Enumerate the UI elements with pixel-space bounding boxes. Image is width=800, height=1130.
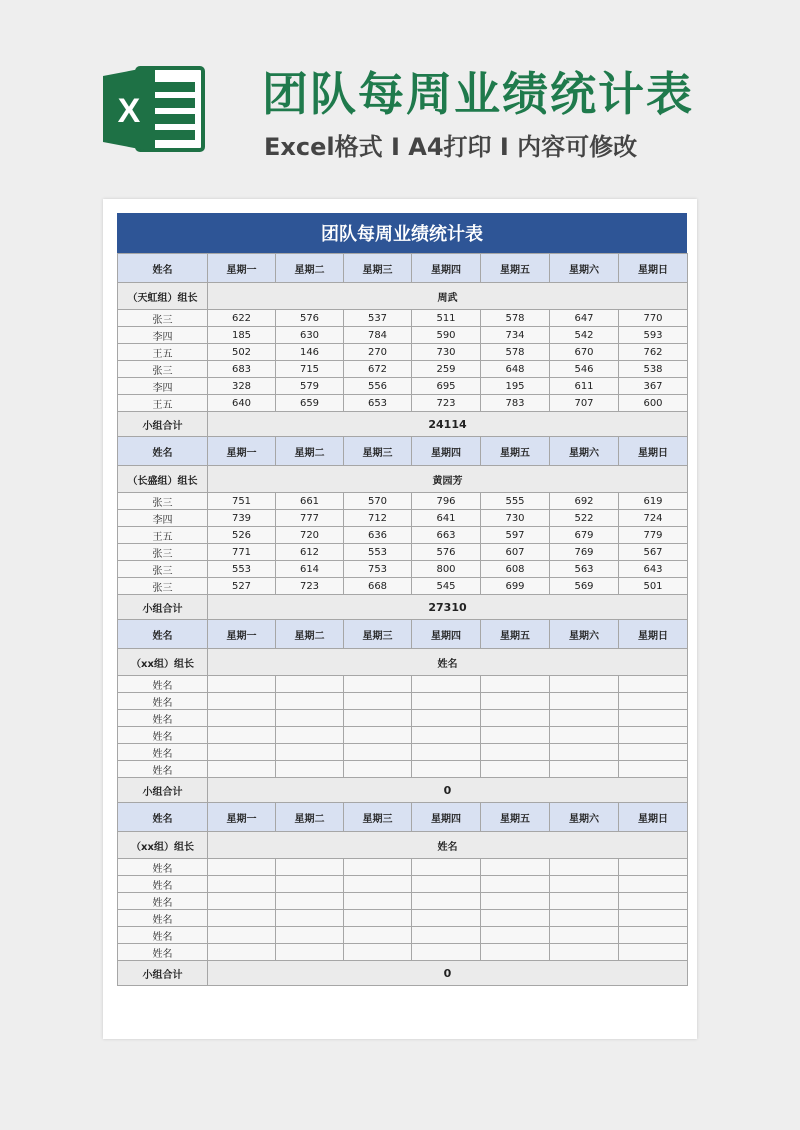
table-row: [118, 544, 688, 561]
value-cell[interactable]: 195: [481, 378, 550, 395]
subtotal-value[interactable]: 27310: [208, 595, 688, 620]
column-header-cell: 姓名: [118, 620, 208, 649]
group-leader-row: [118, 283, 688, 310]
value-cell[interactable]: 730: [481, 510, 550, 527]
column-header-cell: 星期二: [276, 620, 344, 649]
value-cell[interactable]: 641: [412, 510, 481, 527]
value-cell[interactable]: 699: [481, 578, 550, 595]
value-cell[interactable]: [344, 727, 412, 744]
value-cell[interactable]: [481, 727, 550, 744]
value-cell[interactable]: [208, 893, 276, 910]
table-row: [118, 361, 688, 378]
value-cell[interactable]: 672: [344, 361, 412, 378]
column-header-row: [118, 437, 688, 466]
excel-logo-icon: [101, 60, 209, 158]
value-cell[interactable]: [619, 927, 688, 944]
value-cell[interactable]: 783: [481, 395, 550, 412]
member-name-cell[interactable]: 王五: [118, 344, 208, 361]
performance-table: [117, 253, 688, 986]
value-cell[interactable]: 723: [276, 578, 344, 595]
table-row: [118, 893, 688, 910]
value-cell[interactable]: [208, 944, 276, 961]
table-body: [118, 254, 688, 986]
value-cell[interactable]: [619, 893, 688, 910]
value-cell[interactable]: [481, 761, 550, 778]
value-cell[interactable]: [208, 710, 276, 727]
member-name-cell[interactable]: 姓名: [118, 859, 208, 876]
value-cell[interactable]: 770: [619, 310, 688, 327]
value-cell[interactable]: 762: [619, 344, 688, 361]
value-cell[interactable]: 707: [550, 395, 619, 412]
table-row: [118, 761, 688, 778]
value-cell[interactable]: [481, 876, 550, 893]
table-row: [118, 944, 688, 961]
value-cell[interactable]: [550, 944, 619, 961]
table-row: [118, 527, 688, 544]
value-cell[interactable]: [481, 710, 550, 727]
value-cell[interactable]: [619, 910, 688, 927]
value-cell[interactable]: [550, 744, 619, 761]
member-name-cell[interactable]: 姓名: [118, 876, 208, 893]
value-cell[interactable]: 593: [619, 327, 688, 344]
value-cell[interactable]: 270: [344, 344, 412, 361]
value-cell[interactable]: 647: [550, 310, 619, 327]
value-cell[interactable]: [344, 944, 412, 961]
value-cell[interactable]: 555: [481, 493, 550, 510]
value-cell[interactable]: [619, 727, 688, 744]
column-header-cell: 星期二: [276, 254, 344, 283]
value-cell[interactable]: [481, 927, 550, 944]
value-cell[interactable]: [276, 744, 344, 761]
value-cell[interactable]: 608: [481, 561, 550, 578]
table-row: [118, 910, 688, 927]
column-header-cell: 星期一: [208, 254, 276, 283]
member-name-cell[interactable]: 王五: [118, 527, 208, 544]
group-leader-label[interactable]: （长盛组）组长: [118, 466, 208, 493]
subtotal-row: [118, 778, 688, 803]
member-name-cell[interactable]: 李四: [118, 510, 208, 527]
value-cell[interactable]: 619: [619, 493, 688, 510]
value-cell[interactable]: [412, 910, 481, 927]
value-cell[interactable]: [550, 910, 619, 927]
value-cell[interactable]: [481, 944, 550, 961]
value-cell[interactable]: 739: [208, 510, 276, 527]
value-cell[interactable]: 553: [344, 544, 412, 561]
value-cell[interactable]: [481, 893, 550, 910]
value-cell[interactable]: [276, 676, 344, 693]
svg-text:X: X: [117, 92, 141, 130]
table-row: [118, 395, 688, 412]
column-header-cell: 星期三: [344, 254, 412, 283]
value-cell[interactable]: 538: [619, 361, 688, 378]
member-name-cell[interactable]: 姓名: [118, 727, 208, 744]
member-name-cell[interactable]: 姓名: [118, 710, 208, 727]
table-row: [118, 310, 688, 327]
column-header-cell: 星期三: [344, 437, 412, 466]
value-cell[interactable]: [276, 910, 344, 927]
value-cell[interactable]: [344, 761, 412, 778]
column-header-cell: 星期一: [208, 620, 276, 649]
value-cell[interactable]: [412, 761, 481, 778]
value-cell[interactable]: 771: [208, 544, 276, 561]
value-cell[interactable]: 753: [344, 561, 412, 578]
value-cell[interactable]: 670: [550, 344, 619, 361]
value-cell[interactable]: [276, 893, 344, 910]
column-header-cell: 星期六: [550, 803, 619, 832]
value-cell[interactable]: [276, 944, 344, 961]
column-header-cell: 星期日: [619, 254, 688, 283]
value-cell[interactable]: 653: [344, 395, 412, 412]
value-cell[interactable]: [344, 876, 412, 893]
column-header-cell: 星期五: [481, 254, 550, 283]
value-cell[interactable]: [208, 876, 276, 893]
value-cell[interactable]: [208, 727, 276, 744]
value-cell[interactable]: 607: [481, 544, 550, 561]
value-cell[interactable]: 724: [619, 510, 688, 527]
value-cell[interactable]: 661: [276, 493, 344, 510]
value-cell[interactable]: 643: [619, 561, 688, 578]
value-cell[interactable]: 622: [208, 310, 276, 327]
column-header-cell: 星期六: [550, 254, 619, 283]
value-cell[interactable]: 600: [619, 395, 688, 412]
value-cell[interactable]: [412, 944, 481, 961]
value-cell[interactable]: 723: [412, 395, 481, 412]
value-cell[interactable]: 553: [208, 561, 276, 578]
value-cell[interactable]: [276, 727, 344, 744]
value-cell[interactable]: [550, 727, 619, 744]
member-name-cell[interactable]: 王五: [118, 395, 208, 412]
column-header-cell: 星期六: [550, 620, 619, 649]
column-header-cell: 星期四: [412, 437, 481, 466]
value-cell[interactable]: [550, 710, 619, 727]
member-name-cell[interactable]: 张三: [118, 544, 208, 561]
group-leader-row: [118, 466, 688, 493]
table-row: [118, 578, 688, 595]
value-cell[interactable]: 259: [412, 361, 481, 378]
member-name-cell[interactable]: 张三: [118, 310, 208, 327]
column-header-cell: 星期三: [344, 620, 412, 649]
group-leader-label[interactable]: （xx组）组长: [118, 649, 208, 676]
value-cell[interactable]: [344, 893, 412, 910]
value-cell[interactable]: 720: [276, 527, 344, 544]
value-cell[interactable]: [481, 859, 550, 876]
value-cell[interactable]: 659: [276, 395, 344, 412]
value-cell[interactable]: [412, 744, 481, 761]
value-cell[interactable]: [412, 710, 481, 727]
column-header-cell: 星期六: [550, 437, 619, 466]
value-cell[interactable]: [481, 693, 550, 710]
member-name-cell[interactable]: 张三: [118, 493, 208, 510]
table-container: [117, 213, 687, 986]
value-cell[interactable]: [276, 761, 344, 778]
value-cell[interactable]: 692: [550, 493, 619, 510]
table-row: [118, 493, 688, 510]
value-cell[interactable]: 578: [481, 310, 550, 327]
value-cell[interactable]: 527: [208, 578, 276, 595]
subtotal-value[interactable]: 0: [208, 961, 688, 986]
group-leader-name[interactable]: 姓名: [208, 832, 688, 859]
value-cell[interactable]: 567: [619, 544, 688, 561]
subtotal-label: 小组合计: [118, 412, 208, 437]
table-row: [118, 876, 688, 893]
value-cell[interactable]: [208, 761, 276, 778]
value-cell[interactable]: 751: [208, 493, 276, 510]
table-row: [118, 693, 688, 710]
value-cell[interactable]: 695: [412, 378, 481, 395]
column-header-cell: 星期日: [619, 437, 688, 466]
column-header-cell: 星期二: [276, 803, 344, 832]
value-cell[interactable]: 715: [276, 361, 344, 378]
subtotal-row: [118, 595, 688, 620]
column-header-cell: 姓名: [118, 254, 208, 283]
value-cell[interactable]: [208, 676, 276, 693]
value-cell[interactable]: [276, 859, 344, 876]
value-cell[interactable]: [412, 893, 481, 910]
value-cell[interactable]: 569: [550, 578, 619, 595]
value-cell[interactable]: 730: [412, 344, 481, 361]
value-cell[interactable]: [619, 693, 688, 710]
value-cell[interactable]: [481, 910, 550, 927]
value-cell[interactable]: [344, 910, 412, 927]
value-cell[interactable]: [619, 761, 688, 778]
value-cell[interactable]: 185: [208, 327, 276, 344]
value-cell[interactable]: [344, 859, 412, 876]
value-cell[interactable]: 526: [208, 527, 276, 544]
member-name-cell[interactable]: 姓名: [118, 910, 208, 927]
table-row: [118, 710, 688, 727]
value-cell[interactable]: [276, 927, 344, 944]
value-cell[interactable]: [550, 693, 619, 710]
subtotal-row: [118, 412, 688, 437]
value-cell[interactable]: 576: [412, 544, 481, 561]
value-cell[interactable]: 576: [276, 310, 344, 327]
table-row: [118, 927, 688, 944]
value-cell[interactable]: 597: [481, 527, 550, 544]
value-cell[interactable]: [412, 876, 481, 893]
member-name-cell[interactable]: 张三: [118, 361, 208, 378]
value-cell[interactable]: [412, 859, 481, 876]
subtotal-row: [118, 961, 688, 986]
value-cell[interactable]: [276, 710, 344, 727]
value-cell[interactable]: 648: [481, 361, 550, 378]
value-cell[interactable]: [550, 927, 619, 944]
value-cell[interactable]: 800: [412, 561, 481, 578]
value-cell[interactable]: [412, 676, 481, 693]
value-cell[interactable]: 679: [550, 527, 619, 544]
value-cell[interactable]: [344, 927, 412, 944]
column-header-row: [118, 254, 688, 283]
group-leader-name[interactable]: 姓名: [208, 649, 688, 676]
table-row: [118, 727, 688, 744]
value-cell[interactable]: 683: [208, 361, 276, 378]
value-cell[interactable]: 640: [208, 395, 276, 412]
value-cell[interactable]: [619, 944, 688, 961]
page-title: 团队每周业绩统计表: [262, 67, 694, 121]
table-row: [118, 344, 688, 361]
value-cell[interactable]: [344, 710, 412, 727]
table-row: [118, 510, 688, 527]
member-name-cell[interactable]: 姓名: [118, 676, 208, 693]
value-cell[interactable]: [208, 744, 276, 761]
member-name-cell[interactable]: 李四: [118, 378, 208, 395]
value-cell[interactable]: [481, 744, 550, 761]
value-cell[interactable]: [619, 876, 688, 893]
value-cell[interactable]: [412, 693, 481, 710]
value-cell[interactable]: 522: [550, 510, 619, 527]
table-row: [118, 744, 688, 761]
group-leader-label[interactable]: （xx组）组长: [118, 832, 208, 859]
value-cell[interactable]: 537: [344, 310, 412, 327]
value-cell[interactable]: [276, 693, 344, 710]
value-cell[interactable]: [550, 859, 619, 876]
group-leader-row: [118, 832, 688, 859]
column-header-cell: 星期一: [208, 437, 276, 466]
value-cell[interactable]: [276, 876, 344, 893]
member-name-cell[interactable]: 张三: [118, 578, 208, 595]
value-cell[interactable]: 612: [276, 544, 344, 561]
value-cell[interactable]: 328: [208, 378, 276, 395]
member-name-cell[interactable]: 姓名: [118, 693, 208, 710]
column-header-row: [118, 620, 688, 649]
group-leader-name[interactable]: 黄园芳: [208, 466, 688, 493]
value-cell[interactable]: [619, 710, 688, 727]
column-header-cell: 姓名: [118, 437, 208, 466]
value-cell[interactable]: 630: [276, 327, 344, 344]
value-cell[interactable]: [481, 676, 550, 693]
value-cell[interactable]: 546: [550, 361, 619, 378]
value-cell[interactable]: [208, 927, 276, 944]
value-cell[interactable]: 590: [412, 327, 481, 344]
value-cell[interactable]: 734: [481, 327, 550, 344]
table-row: [118, 859, 688, 876]
value-cell[interactable]: 501: [619, 578, 688, 595]
value-cell[interactable]: [550, 876, 619, 893]
value-cell[interactable]: 668: [344, 578, 412, 595]
subtotal-label: 小组合计: [118, 595, 208, 620]
value-cell[interactable]: 542: [550, 327, 619, 344]
value-cell[interactable]: 563: [550, 561, 619, 578]
value-cell[interactable]: 545: [412, 578, 481, 595]
value-cell[interactable]: [619, 859, 688, 876]
value-cell[interactable]: 769: [550, 544, 619, 561]
value-cell[interactable]: [412, 927, 481, 944]
value-cell[interactable]: [550, 761, 619, 778]
subtotal-value[interactable]: 24114: [208, 412, 688, 437]
value-cell[interactable]: [550, 676, 619, 693]
member-name-cell[interactable]: 张三: [118, 561, 208, 578]
column-header-cell: 星期三: [344, 803, 412, 832]
value-cell[interactable]: [344, 676, 412, 693]
column-header-cell: 姓名: [118, 803, 208, 832]
column-header-cell: 星期四: [412, 254, 481, 283]
subtotal-label: 小组合计: [118, 961, 208, 986]
column-header-cell: 星期五: [481, 803, 550, 832]
group-leader-row: [118, 649, 688, 676]
value-cell[interactable]: 796: [412, 493, 481, 510]
value-cell[interactable]: [344, 744, 412, 761]
column-header-cell: 星期四: [412, 803, 481, 832]
member-name-cell[interactable]: 李四: [118, 327, 208, 344]
column-header-cell: 星期五: [481, 620, 550, 649]
value-cell[interactable]: 611: [550, 378, 619, 395]
subtotal-value[interactable]: 0: [208, 778, 688, 803]
value-cell[interactable]: 784: [344, 327, 412, 344]
column-header-cell: 星期五: [481, 437, 550, 466]
member-name-cell[interactable]: 姓名: [118, 893, 208, 910]
value-cell[interactable]: 570: [344, 493, 412, 510]
column-header-row: [118, 803, 688, 832]
value-cell[interactable]: [208, 859, 276, 876]
column-header-cell: 星期一: [208, 803, 276, 832]
spreadsheet-sheet: [103, 199, 697, 1039]
value-cell[interactable]: [619, 676, 688, 693]
subtotal-label: 小组合计: [118, 778, 208, 803]
page-header: [0, 0, 800, 190]
table-banner: 团队每周业绩统计表: [117, 213, 687, 253]
value-cell[interactable]: 712: [344, 510, 412, 527]
group-leader-label[interactable]: （天虹组）组长: [118, 283, 208, 310]
value-cell[interactable]: [208, 693, 276, 710]
member-name-cell[interactable]: 姓名: [118, 761, 208, 778]
column-header-cell: 星期日: [619, 803, 688, 832]
table-row: [118, 676, 688, 693]
column-header-cell: 星期二: [276, 437, 344, 466]
member-name-cell[interactable]: 姓名: [118, 927, 208, 944]
value-cell[interactable]: 367: [619, 378, 688, 395]
value-cell[interactable]: 502: [208, 344, 276, 361]
value-cell[interactable]: 779: [619, 527, 688, 544]
table-row: [118, 561, 688, 578]
page-subtitle: Excel格式 I A4打印 I 内容可修改: [264, 133, 638, 161]
value-cell[interactable]: 614: [276, 561, 344, 578]
column-header-cell: 星期日: [619, 620, 688, 649]
table-row: [118, 378, 688, 395]
value-cell[interactable]: 636: [344, 527, 412, 544]
value-cell[interactable]: 578: [481, 344, 550, 361]
member-name-cell[interactable]: 姓名: [118, 744, 208, 761]
value-cell[interactable]: 663: [412, 527, 481, 544]
group-leader-name[interactable]: 周武: [208, 283, 688, 310]
value-cell[interactable]: 556: [344, 378, 412, 395]
value-cell[interactable]: 511: [412, 310, 481, 327]
member-name-cell[interactable]: 姓名: [118, 944, 208, 961]
value-cell[interactable]: [412, 727, 481, 744]
value-cell[interactable]: 146: [276, 344, 344, 361]
table-row: [118, 327, 688, 344]
value-cell[interactable]: 777: [276, 510, 344, 527]
value-cell[interactable]: 579: [276, 378, 344, 395]
value-cell[interactable]: [208, 910, 276, 927]
value-cell[interactable]: [619, 744, 688, 761]
value-cell[interactable]: [550, 893, 619, 910]
column-header-cell: 星期四: [412, 620, 481, 649]
value-cell[interactable]: [344, 693, 412, 710]
